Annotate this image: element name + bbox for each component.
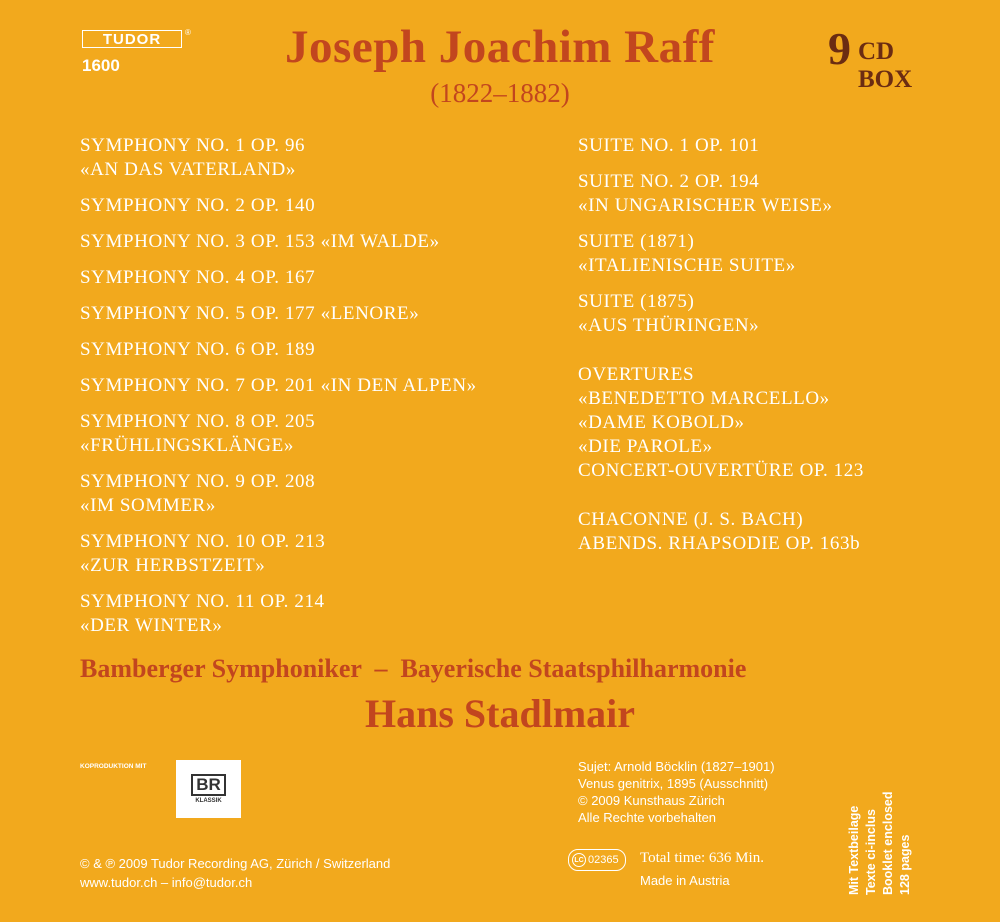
work-entry	[80, 230, 477, 254]
work-entry	[578, 230, 864, 278]
work-line: SYMPHONY NO. 2 OP. 140	[80, 195, 316, 216]
total-time: Total time: 636 Min.	[640, 850, 764, 866]
work-entry	[80, 194, 477, 218]
work-line: SYMPHONY NO. 7 OP. 201 «IN DEN ALPEN»	[80, 375, 477, 396]
work-entry	[578, 508, 864, 556]
catalog-number: 1600	[82, 56, 120, 75]
copyright-line: © & ℗ 2009 Tudor Recording AG, Zürich / Switzerland	[80, 856, 391, 871]
work-line: SYMPHONY NO. 11 OP. 214	[80, 591, 325, 612]
work-line: SYMPHONY NO. 3 OP. 153 «IM WALDE»	[80, 231, 440, 252]
work-entry	[578, 290, 864, 338]
art-credit-line: © 2009 Kunsthaus Zürich	[578, 793, 725, 808]
works-list-left	[80, 134, 477, 650]
composer-name: Joseph Joachim Raff	[285, 21, 715, 73]
art-credit-line: Venus genitrix, 1895 (Ausschnitt)	[578, 776, 769, 791]
work-line: SYMPHONY NO. 9 OP. 208	[80, 471, 316, 492]
br-sub: KLASSIK	[195, 798, 222, 804]
work-entry	[80, 590, 477, 638]
lc-icon: LC	[572, 853, 586, 867]
work-line: SUITE (1875)	[578, 291, 695, 312]
work-entry	[80, 374, 477, 398]
made-in: Made in Austria	[640, 873, 730, 888]
work-line: SYMPHONY NO. 5 OP. 177 «LENORE»	[80, 303, 420, 324]
website-line[interactable]: www.tudor.ch – info@tudor.ch	[80, 875, 253, 890]
booklet-note	[846, 755, 956, 895]
work-line: ABENDS. RHAPSODIE OP. 163b	[578, 533, 861, 554]
work-line: SUITE NO. 2 OP. 194	[578, 171, 760, 192]
work-line: CONCERT-OUVERTÜRE OP. 123	[578, 460, 864, 481]
work-line: «FRÜHLINGSKLÄNGE»	[80, 435, 294, 456]
work-line: «DER WINTER»	[80, 615, 223, 636]
work-line: «ITALIENISCHE SUITE»	[578, 255, 796, 276]
label-code-badge	[568, 849, 626, 871]
work-line: SUITE (1871)	[578, 231, 695, 252]
work-entry	[80, 266, 477, 290]
br-klassik-logo	[176, 760, 241, 818]
art-credit-line: Sujet: Arnold Böcklin (1827–1901)	[578, 759, 775, 774]
work-line: «IM SOMMER»	[80, 495, 216, 516]
work-line: CHACONNE (J. S. BACH)	[578, 509, 804, 530]
copyright-block	[80, 854, 390, 892]
work-entry	[80, 470, 477, 518]
br-mark: BR	[191, 774, 226, 796]
work-entry	[80, 302, 477, 326]
work-entry	[578, 134, 864, 158]
work-line: «IN UNGARISCHER WEISE»	[578, 195, 833, 216]
box-label: BOX	[858, 66, 913, 93]
tudor-logo: TUDOR	[82, 30, 182, 48]
work-line: SYMPHONY NO. 6 OP. 189	[80, 339, 316, 360]
box-cd-label: CD	[858, 38, 895, 65]
coproduction-label: KOPRODUKTION MIT	[80, 763, 147, 770]
art-credit	[578, 758, 775, 826]
work-line: «AUS THÜRINGEN»	[578, 315, 760, 336]
work-line: SYMPHONY NO. 8 OP. 205	[80, 411, 316, 432]
orchestras: Bamberger Symphoniker – Bayerische Staatsphilharmonie	[80, 654, 747, 683]
work-line: OVERTURES	[578, 364, 695, 385]
work-line: «AN DAS VATERLAND»	[80, 159, 296, 180]
work-entry	[578, 363, 864, 483]
work-line: «DAME KOBOLD»	[578, 412, 745, 433]
conductor-name: Hans Stadlmair	[364, 691, 636, 736]
art-credit-line: Alle Rechte vorbehalten	[578, 810, 717, 825]
booklet-line: Texte ci-inclus	[864, 809, 878, 895]
booklet-line: Booklet enclosed	[881, 791, 895, 895]
work-line: SYMPHONY NO. 1 OP. 96	[80, 135, 306, 156]
work-entry	[80, 410, 477, 458]
work-entry	[80, 134, 477, 182]
work-line: «BENEDETTO MARCELLO»	[578, 388, 830, 409]
work-entry	[80, 338, 477, 362]
work-line: SUITE NO. 1 OP. 101	[578, 135, 760, 156]
registered-mark: ®	[185, 28, 191, 37]
booklet-line: Mit Textbeilage	[847, 805, 861, 895]
works-list-right	[578, 134, 864, 568]
box-count: 9	[828, 23, 851, 74]
work-line: SYMPHONY NO. 10 OP. 213	[80, 531, 326, 552]
work-line: «DIE PAROLE»	[578, 436, 713, 457]
work-entry	[80, 530, 477, 578]
composer-dates: (1822–1882)	[430, 78, 570, 108]
work-entry	[578, 170, 864, 218]
work-line: «ZUR HERBSTZEIT»	[80, 555, 266, 576]
work-line: SYMPHONY NO. 4 OP. 167	[80, 267, 316, 288]
booklet-line: 128 pages	[898, 834, 912, 895]
label-code: 02365	[588, 854, 619, 866]
